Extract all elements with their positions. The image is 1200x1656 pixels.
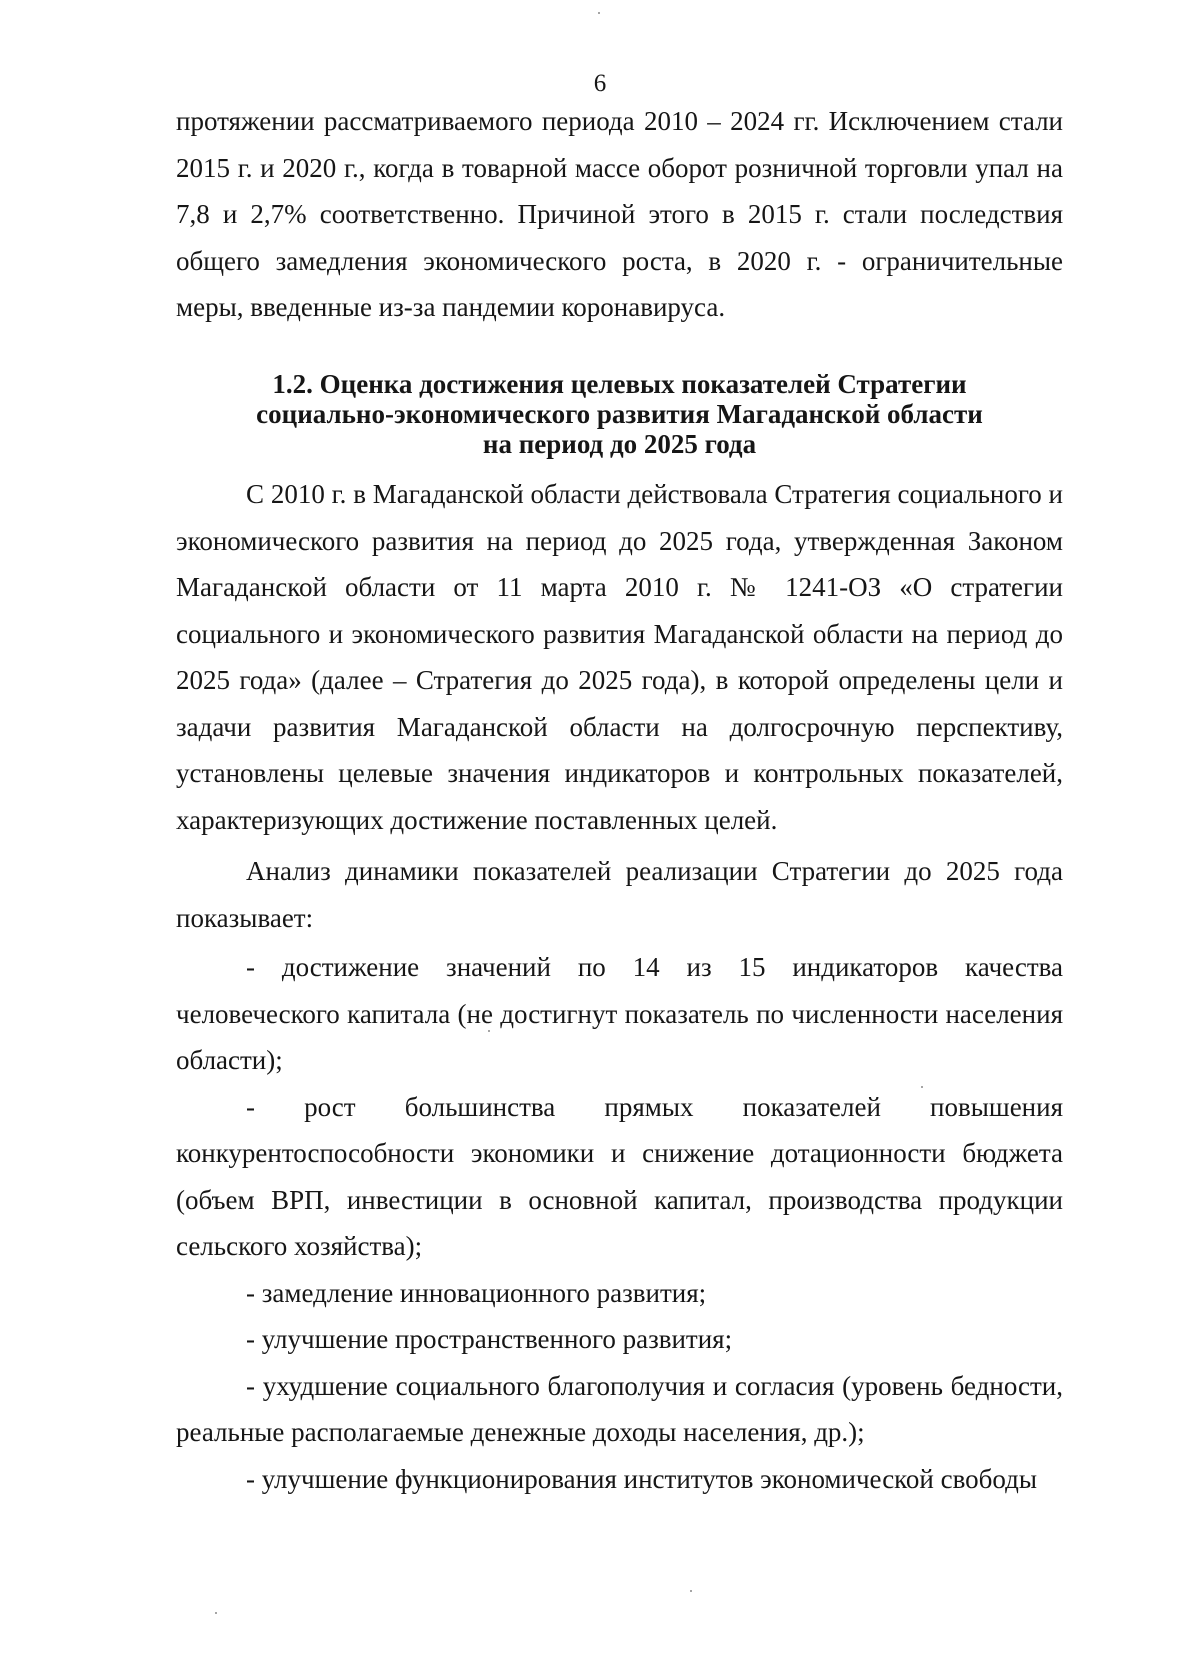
bullet-item-4: - улучшение пространственного развития; [246, 1324, 733, 1354]
section-heading-line-3: на период до 2025 года [482, 429, 757, 459]
analysis-paragraph: Анализ динамики показателей реализации Стратегии до 2025 года показывает: [176, 856, 1063, 933]
intro-paragraph-block [176, 98, 1063, 331]
intro-paragraph: протяжении рассматриваемого периода 2010 – 2024 гг. Исключением стали 2015 г. и 2020 г., когда в товарной массе оборот розничной торговли упал на 7,8 и 2,7% соответственно. Причиной этого в 2015 г. стали последствия общего замедления экономического роста, в 2020 г. - ограничительные меры, введенные из-за пандемии коронавируса. [176, 106, 1063, 322]
scan-speck [921, 1086, 923, 1088]
section-heading [176, 369, 1063, 459]
bullet-item-1: - достижение значений по 14 из 15 индикаторов качества человеческого капитала (не достигнут показатель по численности населения области); [176, 952, 1063, 1075]
bullet-item-5: - ухудшение социального благополучия и согласия (уровень бедности, реальные располагаемые денежные доходы населения, др.); [176, 1370, 1063, 1447]
scan-speck [215, 1612, 217, 1614]
section-heading-line-1: 1.2. Оценка достижения целевых показателей Стратегии [272, 369, 967, 399]
strategy-paragraph: С 2010 г. в Магаданской области действовала Стратегия социального и экономического развития на период до 2025 года, утвержденная Законом Магаданской области от 11 марта 2010 г. № 1241-ОЗ «О стратегии социального и экономического развития Магаданской области на период до 2025 года» (далее – Стратегия до 2025 года), в которой определены цели и задачи развития Магаданской области на долгосрочную перспективу, установлены целевые значения индикаторов и контрольных показателей, характеризующих достижение поставленных целей. [176, 479, 1063, 835]
scan-speck [690, 1590, 692, 1592]
bullet-item-6: - улучшение функционирования институтов экономической свободы [246, 1463, 1038, 1494]
section-heading-line-2: социально-экономического развития Магаданской области [256, 399, 983, 429]
scan-speck [598, 12, 600, 14]
scan-speck [488, 1030, 490, 1032]
bullet-item-3: - замедление инновационного развития; [246, 1277, 707, 1308]
body-text-block [176, 471, 1063, 1502]
page-number: 6 [593, 70, 607, 97]
bullet-item-2: - рост большинства прямых показателей повышения конкурентоспособности экономики и снижение дотационности бюджета (объем ВРП, инвестиции в основной капитал, производства продукции сельского хозяйства); [176, 1091, 1063, 1261]
